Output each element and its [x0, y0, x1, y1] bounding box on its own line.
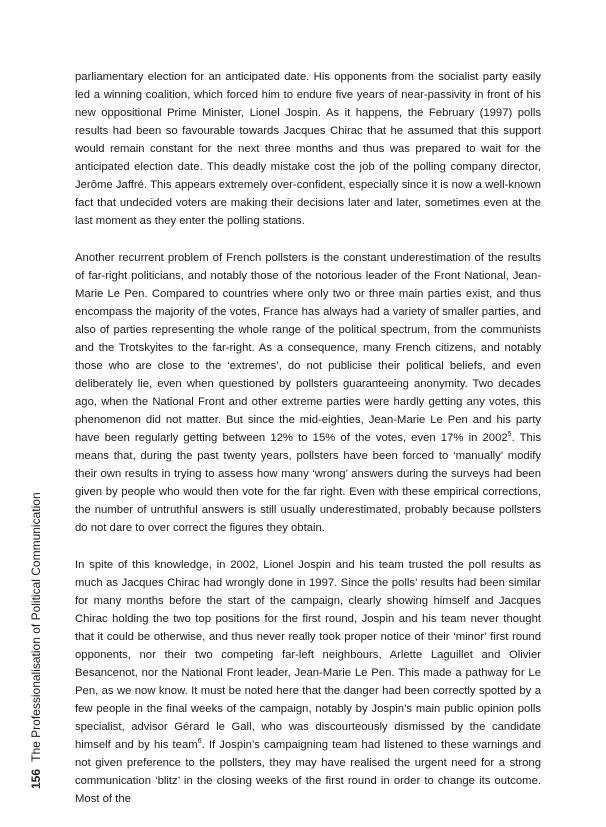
paragraph-3 — [75, 556, 541, 808]
paragraph-2-text-a: Another recurrent problem of French pollsters is the constant underestimation of the results of far-right politicians, and notably those of the notorious leader of the Front National, Jean-Marie Le Pen. Compared to countries where only two or three main parties exist, and thus encompass the majority of the votes, France has always had a variety of smaller parties, and also of parties representing the whole range of the political spectrum, from the communists and the Trotskyites to the far-right. As a consequence, many French citizens, and notably those who are close to the ‘extremes’, do not publicise their political beliefs, and even deliberately lie, even when questioned by pollsters guaranteeing anonymity. Two decades ago, when the National Front and other extreme parties were hardly getting any votes, this phenomenon did not matter. But since the mid-eighties, Jean-Marie Le Pen and his party have been regularly getting between 12% to 15% of the votes, even 17% in 2002 — [75, 252, 541, 444]
paragraph-1 — [75, 68, 541, 230]
footnote-ref-5[interactable]: 5 — [507, 431, 512, 439]
paragraph-1-text: parliamentary election for an anticipated date. His opponents from the socialist party easily led a winning coalition, which forced him to endure five years of near-passivity in front of his new oppositional Prime Minister, Lionel Jospin. As it happens, the February (1997) polls results had been so favourable towards Jacques Chirac that he assumed that this support would remain constant for the next three months and thus was prepared to wait for the anticipated election date. This deadly mistake cost the job of the polling company director, Jerôme Jaffré. This appears extremely over-confident, especially since it is now a well-known fact that undecided voters are making their decisions later and later, sometimes even at the last moment as they enter the polling stations. — [75, 71, 541, 227]
paragraph-3-text-a: In spite of this knowledge, in 2002, Lionel Jospin and his team trusted the poll results as much as Jacques Chirac had wrongly done in 1997. Since the polls’ results had been similar for many months before the start of the campaign, clearly showing himself and Jacques Chirac holding the two top positions for the first round, Jospin and his team never thought that it could be otherwise, and thus never really took proper notice of their ‘minor’ first round opponents, nor their two competing far-left neighbours, Arlette Laguillet and Olivier Besancenot, nor the National Front leader, Jean-Marie Le Pen. This made a pathway for Le Pen, as we now know. It must be noted here that the danger had been correctly spotted by a few people in the final weeks of the campaign, notably by Jospin’s main public opinion polls specialist, advisor Gérard le Gall, who was discourteously dismissed by the candidate himself and by his team — [75, 559, 541, 751]
footnote-ref-6[interactable]: 6 — [197, 738, 202, 746]
book-title: The Professionalisation of Political Communication — [29, 492, 43, 762]
paragraph-3-text-b: . If Jospin’s campaigning team had listened to these warnings and not given preference to the pollsters, they may have realised the urgent need for a strong communication ‘blitz’ in the closing weeks of the first round in order to change its outcome. Most of the — [75, 739, 541, 805]
paragraph-2 — [75, 249, 541, 537]
running-head — [29, 492, 43, 789]
page-number: 156 — [29, 768, 43, 789]
paragraph-2-text-b: . This means that, during the past twenty years, pollsters have been forced to ‘manually’ modify their own results in trying to assess how many ‘wrong’ answers during the surveys had been given by people who would then vote for the far right. Even with these empirical corrections, the number of untruthful answers is still usually underestimated, probably because pollsters do not dare to over correct the figures they obtain. — [75, 432, 541, 534]
page-body — [75, 68, 541, 827]
